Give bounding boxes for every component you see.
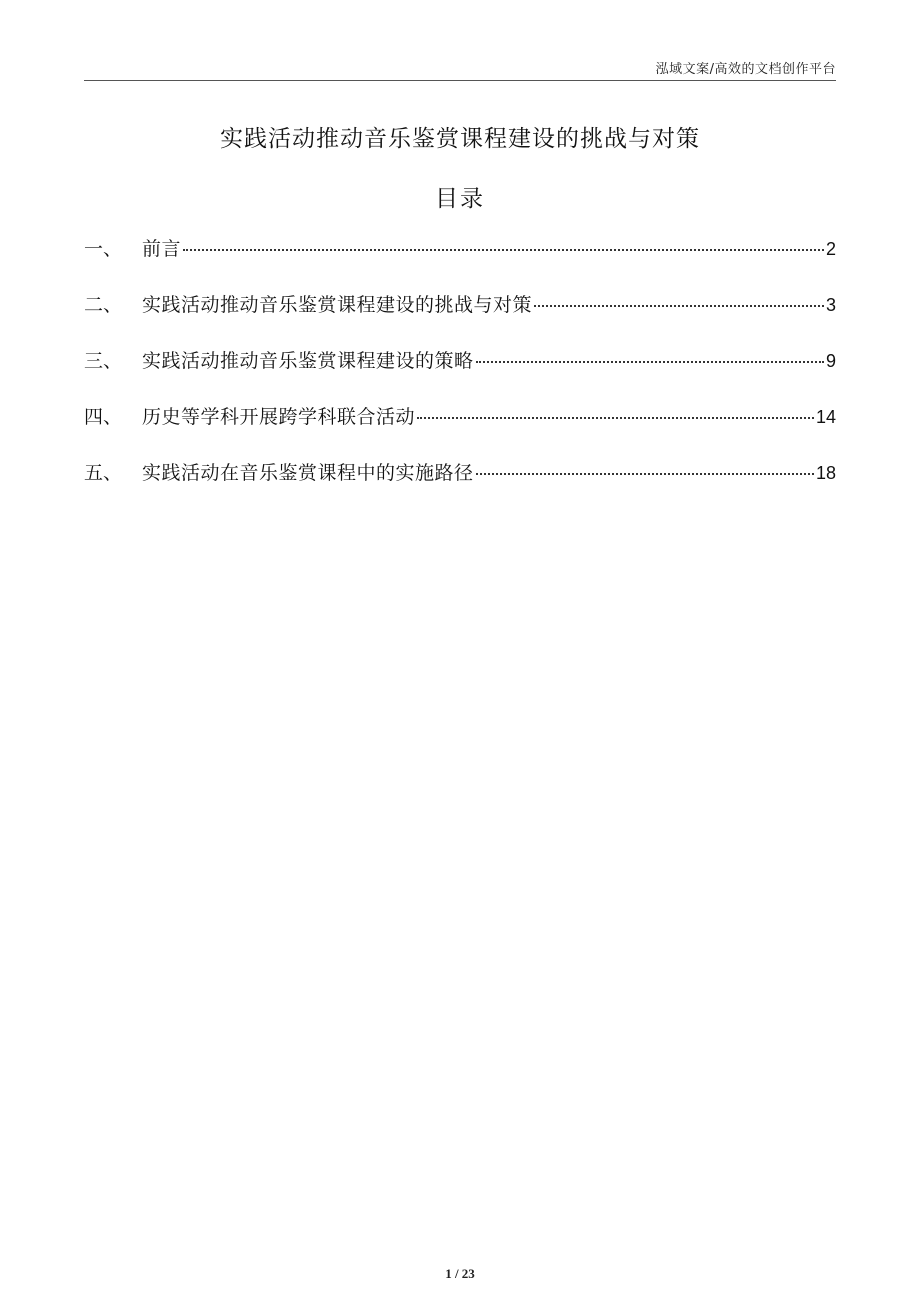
toc-heading: 目录 [435,186,485,212]
toc-dot-leader [476,361,824,363]
toc-entry-number: 一、 [84,238,123,260]
toc-dot-leader [476,473,814,475]
toc-entry-page: 2 [825,239,836,259]
toc-entry-title: 实践活动推动音乐鉴赏课程建设的策略 [142,350,474,372]
toc-entry[interactable] [84,458,836,514]
toc-entry-number: 四、 [84,406,123,428]
toc-entry[interactable] [84,402,836,458]
table-of-contents [84,234,836,514]
toc-dot-leader [417,417,814,419]
header-divider [84,80,836,81]
toc-entry-page: 14 [815,407,836,427]
toc-entry[interactable] [84,346,836,402]
toc-entry-title: 前言 [142,238,182,260]
toc-entry-number: 三、 [84,350,123,372]
toc-entry-page: 3 [825,295,836,315]
toc-entry-number: 二、 [84,294,123,316]
toc-dot-leader [534,305,824,307]
toc-entry[interactable] [84,234,836,290]
toc-entry-number: 五、 [84,462,123,484]
page-number: 1 / 23 [445,1266,475,1281]
toc-entry-page: 18 [815,463,836,483]
header-brand: 泓域文案/高效的文档创作平台 [655,62,836,77]
toc-entry-title: 实践活动推动音乐鉴赏课程建设的挑战与对策 [142,294,533,316]
toc-entry-page: 9 [825,351,836,371]
toc-entry-title: 历史等学科开展跨学科联合活动 [142,406,416,428]
document-title: 实践活动推动音乐鉴赏课程建设的挑战与对策 [220,126,700,152]
toc-dot-leader [183,249,824,251]
toc-entry-title: 实践活动在音乐鉴赏课程中的实施路径 [142,462,474,484]
toc-entry[interactable] [84,290,836,346]
